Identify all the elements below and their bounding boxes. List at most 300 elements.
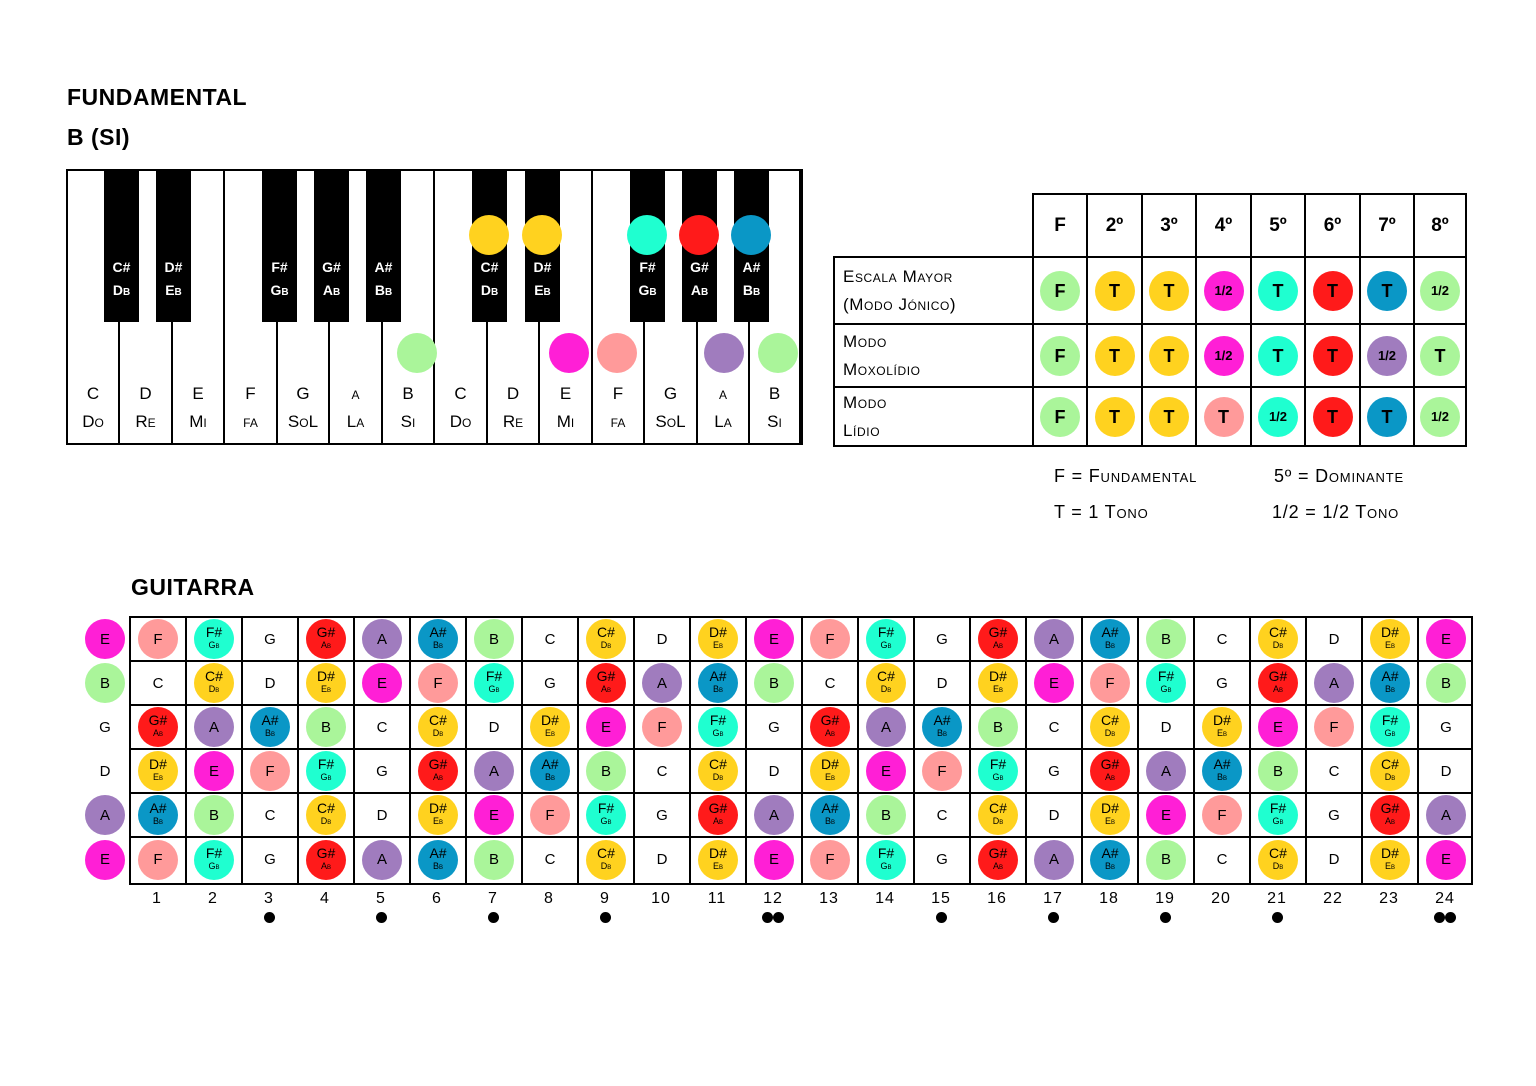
interval-cell	[1360, 324, 1414, 387]
fret-note: C	[530, 840, 570, 880]
fret-number: 19	[1155, 890, 1175, 907]
interval-dot: T	[1313, 271, 1353, 311]
fret-note: C# Db	[1370, 751, 1410, 791]
fret-note: C# Db	[586, 840, 626, 880]
fret-note: F# Gb	[306, 751, 346, 791]
legend-dominant: 5º = Dominante	[1274, 466, 1404, 486]
fret-note: D# Eb	[698, 840, 738, 880]
degree-header: 2º	[1087, 194, 1142, 257]
fret-note: A	[1426, 795, 1466, 835]
fret-note: D# Eb	[1090, 795, 1130, 835]
fret-note: D# Eb	[418, 795, 458, 835]
fret-note: G	[922, 840, 962, 880]
fret-note: A# Bb	[1090, 840, 1130, 880]
fret-note: F	[810, 840, 850, 880]
fret-number: 23	[1379, 890, 1399, 907]
fret-note: F# Gb	[1258, 795, 1298, 835]
interval-cell	[1251, 257, 1305, 324]
fret-note: E	[1258, 707, 1298, 747]
mode-row	[834, 387, 1466, 446]
fret-note: G# Ab	[1258, 663, 1298, 703]
interval-dot: 1/2	[1367, 336, 1407, 376]
interval-cell	[1414, 387, 1466, 446]
fret-marker-dot	[376, 912, 387, 923]
degree-header: 3º	[1142, 194, 1196, 257]
fret-marker-double-dot	[1445, 912, 1456, 923]
fret-note: G# Ab	[1370, 795, 1410, 835]
fret-note: C	[1034, 707, 1074, 747]
fret-note: D	[474, 707, 514, 747]
fret-note: A	[194, 707, 234, 747]
interval-cell	[1196, 324, 1251, 387]
fret-wire	[353, 618, 355, 883]
fret-note: B	[474, 840, 514, 880]
fret-note: B	[306, 707, 346, 747]
fret-note: E	[1426, 840, 1466, 880]
fret-note: D	[1426, 751, 1466, 791]
white-key-letter: C	[86, 384, 100, 403]
black-key-flat: Gb	[270, 282, 289, 298]
fret-note: A# Bb	[1370, 663, 1410, 703]
mode-label: Modo Lídio	[834, 387, 1033, 446]
interval-dot: T	[1149, 271, 1189, 311]
mode-label: Escala Mayor (Modo Jónico)	[834, 257, 1033, 324]
black-key-1[interactable]	[104, 171, 139, 322]
fret-note: C	[530, 619, 570, 659]
interval-dot: T	[1420, 336, 1460, 376]
fret-number: 6	[432, 890, 442, 907]
black-key-sharp: D#	[164, 259, 183, 275]
fret-note: A	[474, 751, 514, 791]
fret-note: A# Bb	[1090, 619, 1130, 659]
interval-cell	[1196, 387, 1251, 446]
fret-note: G	[1314, 795, 1354, 835]
black-key-flat: Ab	[690, 282, 709, 298]
white-key-letter: B	[768, 384, 781, 403]
fret-note: B	[978, 707, 1018, 747]
interval-cell	[1142, 387, 1196, 446]
string-line	[131, 660, 1471, 662]
white-key-solfege: SoL	[655, 412, 686, 431]
fret-note: G	[250, 619, 290, 659]
page-subtitle: B (SI)	[67, 124, 131, 150]
fret-note: A	[362, 840, 402, 880]
fret-note: G# Ab	[810, 707, 850, 747]
interval-cell	[1087, 324, 1142, 387]
fret-marker-double-dot	[1434, 912, 1445, 923]
scale-note-dot	[549, 333, 589, 373]
fret-number: 15	[931, 890, 951, 907]
fret-note: B	[194, 795, 234, 835]
black-key-flat: Db	[112, 282, 131, 298]
interval-dot: 1/2	[1204, 336, 1244, 376]
fret-note: C# Db	[698, 751, 738, 791]
interval-dot: F	[1040, 336, 1080, 376]
white-key-solfege: Mi	[189, 412, 207, 431]
interval-dot: T	[1367, 271, 1407, 311]
fret-note: D# Eb	[306, 663, 346, 703]
fret-note: E	[754, 619, 794, 659]
fret-note: G# Ab	[978, 619, 1018, 659]
fret-wire	[1417, 618, 1419, 883]
fret-note: F# Gb	[1370, 707, 1410, 747]
fret-number: 24	[1435, 890, 1455, 907]
white-key-letter: a	[718, 384, 727, 403]
string-line	[131, 836, 1471, 838]
fret-marker-dot	[600, 912, 611, 923]
fret-note: D# Eb	[810, 751, 850, 791]
white-key-letter: G	[663, 384, 678, 403]
legend-half-tone: 1/2 = 1/2 Tono	[1272, 502, 1400, 522]
interval-dot: T	[1258, 271, 1298, 311]
fret-note: A	[362, 619, 402, 659]
black-key-sharp: G#	[322, 259, 341, 275]
fret-marker-dot	[1160, 912, 1171, 923]
degree-header: 7º	[1360, 194, 1414, 257]
fret-note: C	[1202, 840, 1242, 880]
fret-wire	[465, 618, 467, 883]
fret-number: 7	[488, 890, 498, 907]
fret-note: C	[138, 663, 178, 703]
black-key-sharp: A#	[374, 259, 393, 275]
fret-note: C# Db	[978, 795, 1018, 835]
degree-header: F	[1033, 194, 1087, 257]
fret-note: G# Ab	[586, 663, 626, 703]
black-key-sharp: C#	[112, 259, 131, 275]
open-string-G: G	[85, 707, 125, 747]
fret-number: 9	[600, 890, 610, 907]
white-key-solfege: Si	[767, 412, 782, 431]
fret-marker-dot	[488, 912, 499, 923]
fret-note: F	[250, 751, 290, 791]
fret-note: D# Eb	[1370, 840, 1410, 880]
fret-note: F	[138, 619, 178, 659]
fret-note: G# Ab	[698, 795, 738, 835]
white-key-solfege: La	[714, 412, 732, 431]
fret-note: C# Db	[194, 663, 234, 703]
mode-label: Modo Moxolídio	[834, 324, 1033, 387]
interval-dot: T	[1149, 336, 1189, 376]
fret-note: F	[1202, 795, 1242, 835]
fret-wire	[969, 618, 971, 883]
interval-cell	[1305, 257, 1360, 324]
fret-note: C# Db	[866, 663, 906, 703]
interval-cell	[1142, 324, 1196, 387]
fret-note: E	[474, 795, 514, 835]
interval-cell	[1142, 257, 1196, 324]
fret-note: G	[754, 707, 794, 747]
fret-note: F# Gb	[866, 840, 906, 880]
interval-cell	[1360, 257, 1414, 324]
guitar-fretboard	[99, 616, 1473, 885]
fret-wire	[857, 618, 859, 883]
black-key-sharp: F#	[639, 259, 656, 275]
fret-wire	[521, 618, 523, 883]
fret-number: 18	[1099, 890, 1119, 907]
fret-number: 8	[544, 890, 554, 907]
white-key-letter: B	[402, 384, 414, 403]
fret-note: C	[810, 663, 850, 703]
fret-note: D# Eb	[1370, 619, 1410, 659]
fret-note: B	[754, 663, 794, 703]
fret-number: 2	[208, 890, 218, 907]
string-line	[131, 748, 1471, 750]
fret-note: F	[642, 707, 682, 747]
fret-note: A	[642, 663, 682, 703]
interval-cell	[1251, 324, 1305, 387]
black-key-2[interactable]	[156, 171, 191, 322]
fret-note: D	[250, 663, 290, 703]
scale-note-dot	[679, 215, 719, 255]
fret-note: E	[754, 840, 794, 880]
fret-note: B	[1426, 663, 1466, 703]
interval-dot: 1/2	[1420, 397, 1460, 437]
fret-wire	[633, 618, 635, 883]
interval-cell	[1087, 257, 1142, 324]
fret-note: C# Db	[1258, 619, 1298, 659]
fret-note: G# Ab	[978, 840, 1018, 880]
fret-marker-double-dot	[762, 912, 773, 923]
fret-wire	[577, 618, 579, 883]
scale-note-dot	[397, 333, 437, 373]
interval-dot: T	[1095, 397, 1135, 437]
fret-note: D	[362, 795, 402, 835]
fret-note: G# Ab	[306, 840, 346, 880]
scale-note-dot	[704, 333, 744, 373]
fret-note: A	[1034, 619, 1074, 659]
black-key-flat: Eb	[534, 282, 551, 298]
fret-note: G	[1202, 663, 1242, 703]
fret-note: F# Gb	[866, 619, 906, 659]
fret-note: C# Db	[306, 795, 346, 835]
fret-note: F	[138, 840, 178, 880]
interval-cell	[1414, 257, 1466, 324]
fret-marker-dot	[1272, 912, 1283, 923]
white-key-solfege: Re	[502, 412, 524, 431]
interval-dot: F	[1040, 271, 1080, 311]
fret-note: D# Eb	[978, 663, 1018, 703]
interval-dot: T	[1367, 397, 1407, 437]
fret-note: G	[922, 619, 962, 659]
fret-note: C	[1202, 619, 1242, 659]
fret-note: F# Gb	[1146, 663, 1186, 703]
fret-number: 3	[264, 890, 274, 907]
fret-note: G	[1034, 751, 1074, 791]
interval-dot: T	[1095, 336, 1135, 376]
fret-note: A# Bb	[530, 751, 570, 791]
open-string-E: E	[85, 840, 125, 880]
table-corner	[834, 194, 1033, 257]
fret-note: C	[362, 707, 402, 747]
fret-note: F# Gb	[978, 751, 1018, 791]
fret-note: F# Gb	[194, 840, 234, 880]
fret-number: 11	[707, 890, 727, 907]
white-key-solfege: Do	[82, 412, 104, 431]
fret-note: F	[418, 663, 458, 703]
interval-dot: 1/2	[1204, 271, 1244, 311]
fret-wire	[689, 618, 691, 883]
scale-note-dot	[627, 215, 667, 255]
white-key-solfege: fa	[610, 412, 626, 431]
scale-note-dot	[731, 215, 771, 255]
fret-note: A	[866, 707, 906, 747]
fret-wire	[1081, 618, 1083, 883]
fret-note: F# Gb	[586, 795, 626, 835]
interval-cell	[1033, 387, 1087, 446]
white-key-letter: C	[454, 384, 467, 403]
fret-wire	[801, 618, 803, 883]
fret-note: A# Bb	[418, 840, 458, 880]
scale-table	[833, 193, 1467, 447]
fret-note: A# Bb	[922, 707, 962, 747]
fret-note: A	[1034, 840, 1074, 880]
black-key-3[interactable]	[262, 171, 297, 322]
interval-cell	[1251, 387, 1305, 446]
fret-number: 16	[987, 890, 1007, 907]
white-key-solfege: Do	[449, 412, 472, 431]
black-key-flat: Bb	[374, 282, 393, 298]
interval-dot: 1/2	[1258, 397, 1298, 437]
white-key-solfege: fa	[243, 412, 258, 431]
degree-header: 5º	[1251, 194, 1305, 257]
black-key-sharp: G#	[690, 259, 709, 275]
degree-header: 8º	[1414, 194, 1466, 257]
fret-note: A# Bb	[810, 795, 850, 835]
white-key-letter: G	[296, 384, 310, 403]
fret-note: B	[866, 795, 906, 835]
fret-note: F# Gb	[194, 619, 234, 659]
fret-note: D	[1034, 795, 1074, 835]
fret-note: B	[1258, 751, 1298, 791]
fret-note: D# Eb	[530, 707, 570, 747]
black-key-sharp: C#	[480, 259, 499, 275]
fret-wire	[1025, 618, 1027, 883]
interval-cell	[1305, 387, 1360, 446]
fret-note: A# Bb	[138, 795, 178, 835]
fret-note: F	[530, 795, 570, 835]
fret-number: 20	[1211, 890, 1231, 907]
interval-dot: 1/2	[1420, 271, 1460, 311]
fret-note: E	[362, 663, 402, 703]
fret-number: 14	[875, 890, 895, 907]
fret-note: C# Db	[1090, 707, 1130, 747]
fret-wire	[1137, 618, 1139, 883]
white-key-letter: F	[612, 384, 624, 403]
interval-cell	[1196, 257, 1251, 324]
black-key-sharp: F#	[271, 259, 288, 275]
fret-note: E	[1034, 663, 1074, 703]
fret-note: E	[1146, 795, 1186, 835]
fret-note: E	[194, 751, 234, 791]
fret-number: 12	[763, 890, 783, 907]
fret-wire	[409, 618, 411, 883]
fret-note: G	[530, 663, 570, 703]
fret-note: G# Ab	[418, 751, 458, 791]
fret-wire	[185, 618, 187, 883]
fret-note: A	[754, 795, 794, 835]
fret-note: F	[1314, 707, 1354, 747]
string-line	[131, 704, 1471, 706]
fret-number: 17	[1043, 890, 1063, 907]
fret-number: 10	[651, 890, 671, 907]
interval-dot: T	[1313, 336, 1353, 376]
white-key-letter: E	[559, 384, 572, 403]
white-key-solfege: Si	[400, 412, 416, 431]
fret-note: A# Bb	[1202, 751, 1242, 791]
scale-note-dot	[522, 215, 562, 255]
fret-number: 4	[320, 890, 330, 907]
fret-note: D	[1314, 840, 1354, 880]
interval-cell	[1087, 387, 1142, 446]
white-key-solfege: Mi	[556, 412, 575, 431]
fret-note: E	[586, 707, 626, 747]
scale-note-dot	[597, 333, 637, 373]
black-key-flat: Db	[480, 282, 499, 298]
fret-note: D	[642, 619, 682, 659]
fret-note: A	[1146, 751, 1186, 791]
scale-note-dot	[758, 333, 798, 373]
fret-note: D# Eb	[138, 751, 178, 791]
white-key-solfege: La	[346, 412, 365, 431]
fret-wire	[1193, 618, 1195, 883]
fret-note: C# Db	[1258, 840, 1298, 880]
fret-note: C# Db	[418, 707, 458, 747]
interval-dot: T	[1095, 271, 1135, 311]
fret-number: 1	[152, 890, 162, 907]
page-title: FUNDAMENTAL	[67, 84, 248, 110]
fret-note: G	[642, 795, 682, 835]
fret-note: F	[1090, 663, 1130, 703]
fret-marker-dot	[264, 912, 275, 923]
fret-note: F	[922, 751, 962, 791]
fret-note: D	[754, 751, 794, 791]
fret-note: C# Db	[586, 619, 626, 659]
fret-marker-dot	[936, 912, 947, 923]
fret-note: G	[250, 840, 290, 880]
fret-note: C	[922, 795, 962, 835]
fret-number: 13	[819, 890, 839, 907]
white-key-letter: D	[506, 384, 520, 403]
white-key-letter: a	[351, 384, 360, 403]
fret-note: B	[1146, 840, 1186, 880]
fret-number: 21	[1267, 890, 1287, 907]
black-key-4[interactable]	[314, 171, 349, 322]
white-key-letter: D	[139, 384, 152, 403]
fret-note: A	[1314, 663, 1354, 703]
guitar-title: GUITARRA	[131, 574, 255, 600]
black-key-flat: Gb	[638, 282, 657, 298]
black-key-flat: Ab	[322, 282, 341, 298]
fret-number: 5	[376, 890, 386, 907]
fret-note: C	[1314, 751, 1354, 791]
fret-note: D# Eb	[698, 619, 738, 659]
fret-wire	[241, 618, 243, 883]
fret-note: D	[1146, 707, 1186, 747]
fret-note: A# Bb	[698, 663, 738, 703]
degree-header: 4º	[1196, 194, 1251, 257]
fret-wire	[297, 618, 299, 883]
black-key-sharp: A#	[742, 259, 761, 275]
black-key-5[interactable]	[366, 171, 401, 322]
open-string-D: D	[85, 751, 125, 791]
fret-note: B	[586, 751, 626, 791]
fret-wire	[745, 618, 747, 883]
fret-note: F	[810, 619, 850, 659]
open-string-B: B	[85, 663, 125, 703]
fret-note: A# Bb	[250, 707, 290, 747]
fret-wire	[913, 618, 915, 883]
mode-row	[834, 257, 1466, 324]
